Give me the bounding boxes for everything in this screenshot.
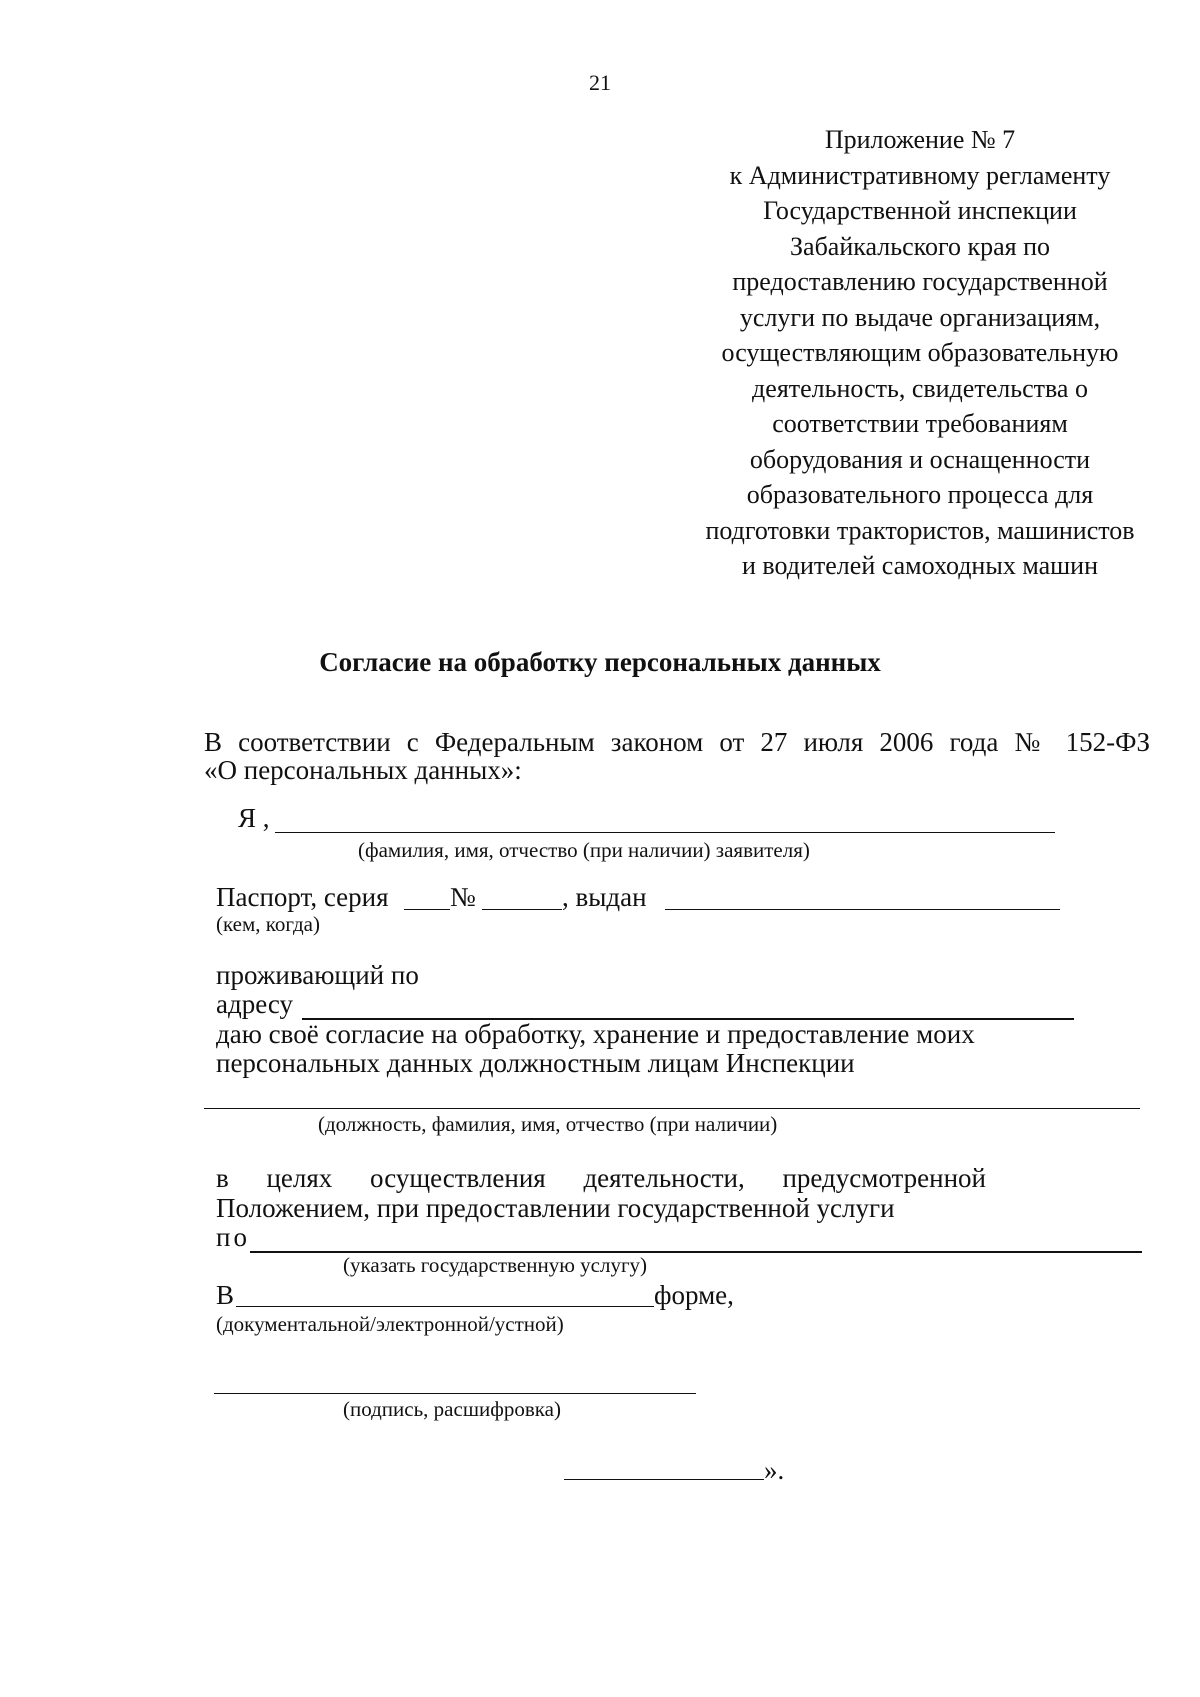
- date-end: ».: [764, 1455, 785, 1485]
- appendix-line: и водителей самоходных машин: [742, 551, 1098, 580]
- form-caption: (документальной/электронной/устной): [216, 1312, 564, 1336]
- name-input-line[interactable]: [275, 832, 1055, 833]
- page-number: 21: [589, 70, 611, 95]
- address-label: адресу: [216, 989, 294, 1019]
- passport-series-label: Паспорт, серия: [216, 882, 389, 912]
- form-input-line[interactable]: [236, 1306, 654, 1307]
- passport-number-input-line[interactable]: [482, 909, 562, 910]
- appendix-line: осуществляющим образовательную: [721, 338, 1119, 367]
- appendix-line: предоставлению государственной: [732, 267, 1108, 296]
- purpose-by-label: по: [216, 1222, 250, 1252]
- appendix-line: подготовки трактористов, машинистов: [705, 515, 1135, 545]
- purpose-word: предусмотренной: [782, 1163, 986, 1193]
- intro-line-2: «О персональных данных»:: [204, 755, 522, 785]
- appendix-line: к Административному регламенту: [729, 160, 1111, 190]
- purpose-line-1: [216, 1163, 986, 1194]
- purpose-word: деятельности,: [583, 1163, 745, 1193]
- appendix-line: деятельность, свидетельства о: [752, 373, 1088, 403]
- appendix-line: соответствии требованиям: [772, 409, 1068, 438]
- name-caption: (фамилия, имя, отчество (при наличии) заявителя): [358, 838, 810, 862]
- official-input-line[interactable]: [204, 1108, 1140, 1109]
- consent-line-1: даю своё согласие на обработку, хранение и предоставление моих: [216, 1019, 975, 1049]
- passport-number-label: №: [450, 882, 476, 912]
- appendix-line: оборудования и оснащенности: [749, 444, 1091, 474]
- document-title: Согласие на обработку персональных данных: [319, 647, 881, 677]
- appendix-line: Приложение № 7: [824, 125, 1016, 154]
- appendix-line: Государственной инспекции: [763, 196, 1077, 225]
- passport-caption: (кем, когда): [216, 912, 320, 936]
- consent-caption: (должность, фамилия, имя, отчество (при наличии): [318, 1112, 778, 1136]
- intro-line-1: В соответствии с Федеральным законом от 27 июля 2006 года № 152-ФЗ: [204, 727, 1150, 757]
- date-input-line[interactable]: [564, 1479, 764, 1480]
- purpose-line-2: Положением, при предоставлении государственной услуги: [216, 1193, 895, 1223]
- passport-issued-label: , выдан: [562, 882, 647, 912]
- name-prefix: Я ,: [238, 803, 270, 833]
- passport-issued-input-line[interactable]: [665, 909, 1060, 910]
- form-suffix: форме,: [654, 1280, 734, 1310]
- purpose-caption: (указать государственную услугу): [343, 1253, 648, 1277]
- signature-caption: (подпись, расшифровка): [343, 1397, 561, 1421]
- purpose-word: целях: [266, 1163, 333, 1193]
- signature-input-line[interactable]: [214, 1393, 696, 1394]
- passport-series-input-line[interactable]: [404, 909, 450, 910]
- consent-line-2: персональных данных должностным лицам Инспекции: [216, 1048, 855, 1078]
- appendix-header: [660, 122, 1180, 584]
- appendix-line: услуги по выдаче организациям,: [739, 302, 1101, 332]
- form-prefix: В: [216, 1280, 235, 1310]
- purpose-word: осуществления: [370, 1163, 546, 1193]
- purpose-word: в: [216, 1163, 229, 1193]
- appendix-line: образовательного процесса для: [746, 480, 1094, 509]
- appendix-line: Забайкальского края по: [790, 231, 1050, 261]
- address-line-1: проживающий по: [216, 960, 419, 990]
